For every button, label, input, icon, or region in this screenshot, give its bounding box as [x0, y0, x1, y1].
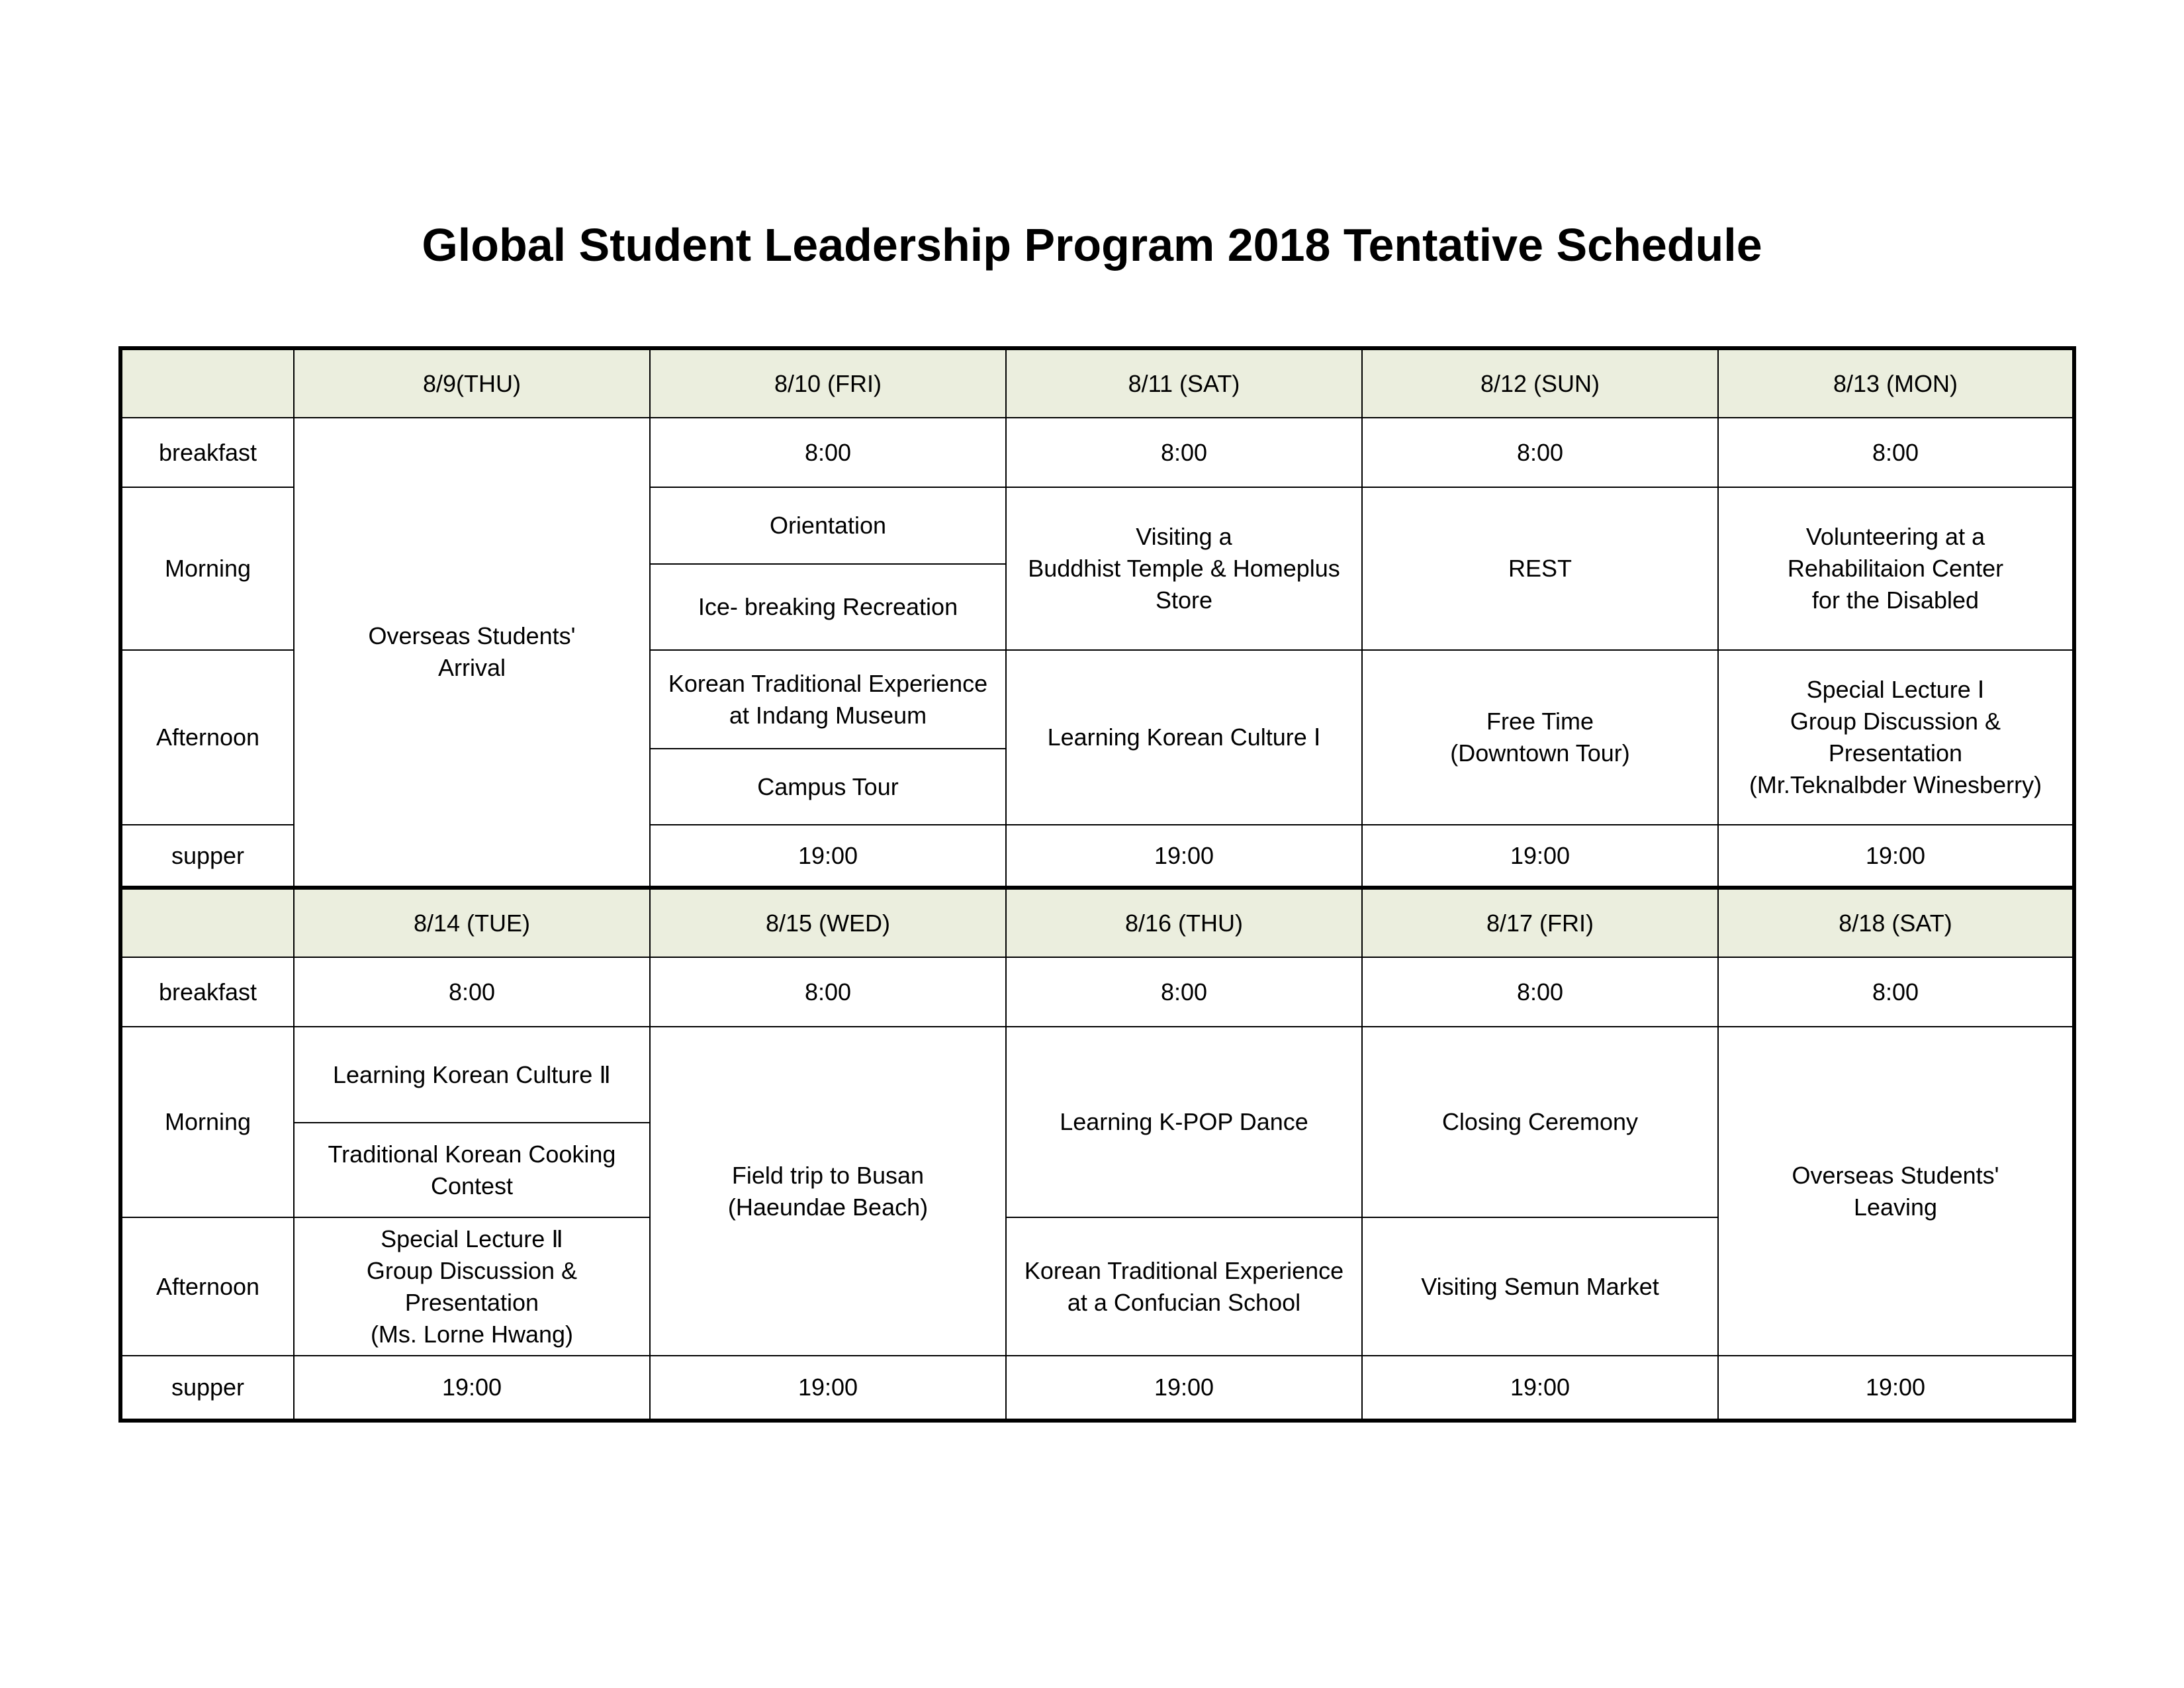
breakfast-time: 8:00 — [1362, 418, 1718, 487]
breakfast-time: 8:00 — [1718, 418, 2074, 487]
row-label-breakfast: breakfast — [120, 957, 294, 1027]
supper-time: 19:00 — [1718, 825, 2074, 888]
row-label-supper: supper — [120, 825, 294, 888]
activity-cell: REST — [1362, 487, 1718, 650]
activity-cell: Learning K-POP Dance — [1006, 1027, 1362, 1217]
supper-time: 19:00 — [650, 825, 1006, 888]
row-label-morning: Morning — [120, 487, 294, 650]
supper-time: 19:00 — [294, 1356, 650, 1421]
day-header: 8/14 (TUE) — [294, 888, 650, 957]
supper-time: 19:00 — [1362, 825, 1718, 888]
supper-time: 19:00 — [1362, 1356, 1718, 1421]
activity-cell: Campus Tour — [650, 749, 1006, 825]
supper-time: 19:00 — [1718, 1356, 2074, 1421]
breakfast-row — [120, 957, 2074, 1027]
header-row-week1 — [120, 348, 2074, 418]
day-header: 8/17 (FRI) — [1362, 888, 1718, 957]
supper-time: 19:00 — [1006, 1356, 1362, 1421]
arrival-cell: Overseas Students' Arrival — [294, 418, 650, 888]
activity-cell: Learning Korean Culture Ⅱ — [294, 1027, 650, 1123]
breakfast-row — [120, 418, 2074, 487]
activity-cell: Orientation — [650, 487, 1006, 564]
activity-cell: Visiting Semun Market — [1362, 1217, 1718, 1356]
activity-cell: Volunteering at a Rehabilitaion Center for the Disabled — [1718, 487, 2074, 650]
activity-cell: Learning Korean Culture Ⅰ — [1006, 650, 1362, 825]
day-header: 8/15 (WED) — [650, 888, 1006, 957]
breakfast-time: 8:00 — [650, 957, 1006, 1027]
activity-cell: Korean Traditional Experience at Indang Museum — [650, 650, 1006, 749]
row-label-afternoon: Afternoon — [120, 1217, 294, 1356]
day-header: 8/9(THU) — [294, 348, 650, 418]
header-corner — [120, 888, 294, 957]
breakfast-time: 8:00 — [1006, 418, 1362, 487]
activity-cell: Overseas Students' Leaving — [1718, 1027, 2074, 1356]
activity-cell: Field trip to Busan (Haeundae Beach) — [650, 1027, 1006, 1356]
activity-cell: Visiting a Buddhist Temple & Homeplus Store — [1006, 487, 1362, 650]
activity-cell: Special Lecture Ⅰ Group Discussion & Presentation (Mr.Teknalbder Winesberry) — [1718, 650, 2074, 825]
breakfast-time: 8:00 — [1362, 957, 1718, 1027]
row-label-morning: Morning — [120, 1027, 294, 1217]
row-label-afternoon: Afternoon — [120, 650, 294, 825]
activity-cell: Special Lecture Ⅱ Group Discussion & Presentation (Ms. Lorne Hwang) — [294, 1217, 650, 1356]
supper-time: 19:00 — [650, 1356, 1006, 1421]
row-label-breakfast: breakfast — [120, 418, 294, 487]
day-header: 8/11 (SAT) — [1006, 348, 1362, 418]
supper-time: 19:00 — [1006, 825, 1362, 888]
activity-cell: Free Time (Downtown Tour) — [1362, 650, 1718, 825]
header-row-week2 — [120, 888, 2074, 957]
day-header: 8/18 (SAT) — [1718, 888, 2074, 957]
breakfast-time: 8:00 — [1718, 957, 2074, 1027]
day-header: 8/16 (THU) — [1006, 888, 1362, 957]
activity-cell: Ice- breaking Recreation — [650, 564, 1006, 650]
row-label-supper: supper — [120, 1356, 294, 1421]
activity-cell: Korean Traditional Experience at a Confucian School — [1006, 1217, 1362, 1356]
supper-row — [120, 1356, 2074, 1421]
schedule-table — [118, 346, 2076, 1423]
day-header: 8/13 (MON) — [1718, 348, 2074, 418]
breakfast-time: 8:00 — [650, 418, 1006, 487]
breakfast-time: 8:00 — [294, 957, 650, 1027]
page-title: Global Student Leadership Program 2018 Tentative Schedule — [422, 219, 1762, 271]
breakfast-time: 8:00 — [1006, 957, 1362, 1027]
day-header: 8/12 (SUN) — [1362, 348, 1718, 418]
day-header: 8/10 (FRI) — [650, 348, 1006, 418]
morning-row — [120, 1027, 2074, 1123]
header-corner — [120, 348, 294, 418]
activity-cell: Closing Ceremony — [1362, 1027, 1718, 1217]
activity-cell: Traditional Korean Cooking Contest — [294, 1123, 650, 1217]
